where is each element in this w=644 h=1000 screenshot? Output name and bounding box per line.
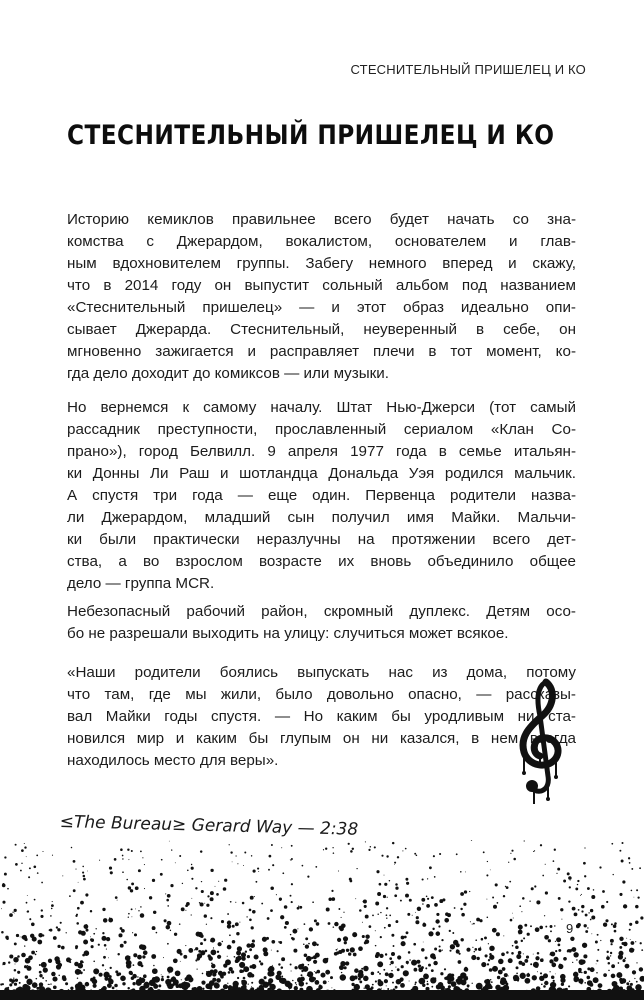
text-line: что в 2014 году он выпустит сольный альбом под названием	[67, 277, 576, 294]
text-line: дело — группа MCR.	[67, 575, 215, 592]
text-line: ки Донны Ли Раш и шотландца Дональда Уэя родился мальчик.	[67, 465, 576, 482]
text-line: новился мир и каким бы глупым он ни казался, в нем всегда	[67, 730, 576, 747]
text-line: «Наши родители боялись выпускать нас из дома, потому	[67, 664, 576, 681]
ink-splatter-decoration	[0, 840, 644, 1000]
text-line: рассадник преступности, прославленный сериалом «Клан Со-	[67, 421, 576, 438]
page-number: 9	[563, 921, 576, 936]
text-line: комства с Джерардом, вокалистом, основателем и глав-	[67, 233, 576, 250]
text-line: гда дело доходит до комиксов — или музыки.	[67, 365, 389, 382]
treble-clef-icon	[510, 676, 570, 806]
text-line: Историю кемиклов правильнее всего будет начать со зна-	[67, 211, 576, 228]
text-line: находилось место для веры».	[67, 752, 279, 769]
track-note: ≤The Bureau≥ Gerard Way — 2:38	[59, 812, 359, 840]
paragraph-4-quote	[67, 662, 576, 772]
text-line: «Стеснительный пришелец» — и этот образ идеально опи-	[67, 299, 576, 316]
text-line: вал Майки годы спустя. — Но каким бы уродливым ни ста-	[67, 708, 576, 725]
text-line: Но вернемся к самому началу. Штат Нью-Джерси (тот самый	[67, 399, 576, 416]
text-line: А спустя три года — еще один. Первенца родители назва-	[67, 487, 576, 504]
text-line: мгновенно зажигается и расправляет плечи в тот момент, ко-	[67, 343, 576, 360]
text-line: ли Джерардом, младший сын получил имя Майки. Мальчи-	[67, 509, 576, 526]
paragraph-1	[67, 209, 576, 385]
text-line: что там, где мы жили, было довольно опасно, — рассказы-	[67, 686, 576, 703]
paragraph-2	[67, 397, 576, 595]
text-line: ки были практически неразлучны на протяжении всего дет-	[67, 531, 576, 548]
text-line: прано»), город Белвилл. 9 апреля 1977 года в семье итальян-	[67, 443, 576, 460]
text-line: ства, а во взрослом возрасте их вновь объединило общее	[67, 553, 576, 570]
paragraph-3	[67, 601, 576, 645]
running-header: СТЕСНИТЕЛЬНЫЙ ПРИШЕЛЕЦ И КО	[350, 62, 586, 77]
text-line: ным вдохновителем группы. Забегу немного вперед и скажу,	[67, 255, 576, 272]
text-line: сывает Джерарда. Стеснительный, неуверенный в себе, он	[67, 321, 576, 338]
text-line: Небезопасный рабочий район, скромный дуплекс. Детям осо-	[67, 603, 576, 620]
chapter-title: СТЕСНИТЕЛЬНЫЙ ПРИШЕЛЕЦ И КО	[67, 120, 555, 151]
text-line: бо не разрешали выходить на улицу: случиться может всякое.	[67, 625, 509, 642]
